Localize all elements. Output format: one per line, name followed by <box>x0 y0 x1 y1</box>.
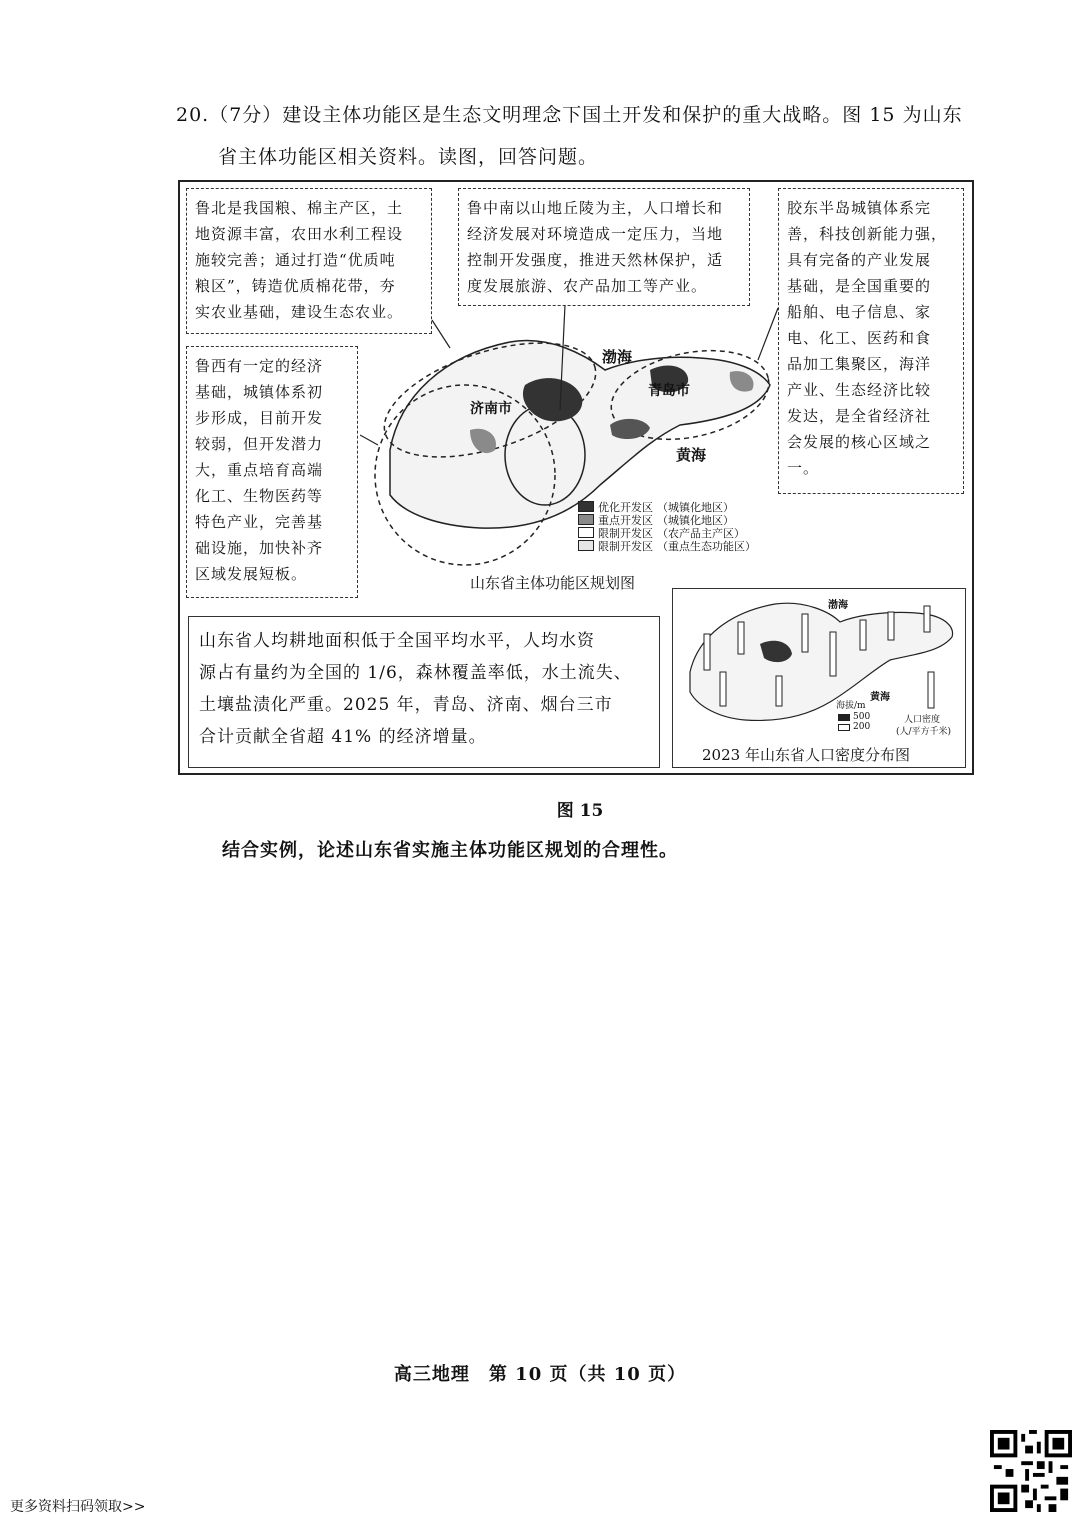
density-bar <box>738 622 744 654</box>
elevation-legend-200 <box>838 722 870 732</box>
shandong-info-box <box>188 616 660 768</box>
elevation-swatch-200 <box>838 724 850 731</box>
population-density-map <box>680 592 960 732</box>
luxi-line: 步形成，目前开发 <box>195 409 324 427</box>
elevation-200-label: 200 <box>853 722 871 732</box>
lubei-line: 地资源丰富，农田水利工程设 <box>195 225 404 243</box>
info-line: 土壤盐渍化严重。2025 年，青岛、济南、烟台三市 <box>199 695 613 715</box>
luzhongnan-line: 经济发展对环境造成一定压力，当地 <box>467 225 724 243</box>
density-bar <box>888 612 894 640</box>
density-bar <box>860 620 866 650</box>
connector-jiaodong <box>758 308 778 360</box>
luzhongnan-line: 度发展旅游、农产品加工等产业。 <box>467 277 708 295</box>
elevation-swatch-500 <box>838 714 850 721</box>
jiaodong-line: 发达，是全省经济社 <box>787 407 932 425</box>
more-resources-link[interactable]: 更多资料扫码领取>> <box>10 1499 146 1515</box>
legend-item <box>578 539 756 552</box>
legend-swatch <box>578 527 594 538</box>
luxi-line: 化工、生物医药等 <box>195 487 324 505</box>
jiaodong-line: 胶东半岛城镇体系完 <box>787 199 932 217</box>
legend-name: 限制开发区 <box>598 526 653 540</box>
density-bar <box>924 606 930 632</box>
density-bar <box>720 672 726 706</box>
density-bar <box>704 634 710 670</box>
density-bar <box>776 676 782 706</box>
info-line: 山东省人均耕地面积低于全国平均水平，人均水资 <box>199 631 595 651</box>
legend-swatch <box>578 501 594 512</box>
legend-note: （城镇化地区） <box>657 513 734 527</box>
legend-name: 优化开发区 <box>598 500 653 514</box>
legend-note: （农产品主产区） <box>657 526 745 540</box>
jiaodong-text-box <box>778 188 964 494</box>
legend-swatch <box>578 514 594 525</box>
luzhongnan-text-box <box>458 188 750 306</box>
label-qingdao: 青岛市 <box>648 383 690 399</box>
density-bar <box>830 632 836 676</box>
qr-code-icon <box>990 1430 1072 1512</box>
label-huanghai: 黄海 <box>676 446 707 464</box>
elevation-legend <box>838 712 870 722</box>
jiaodong-line: 品加工集聚区，海洋 <box>787 355 932 373</box>
jiaodong-line: 善，科技创新能力强， <box>787 225 948 243</box>
jiaodong-line: 电、化工、医药和食 <box>787 329 932 347</box>
lubei-line: 实农业基础，建设生态农业。 <box>195 303 404 321</box>
luzhongnan-line: 控制开发强度，推进天然林保护，适 <box>467 251 724 269</box>
density-map-caption: 2023 年山东省人口密度分布图 <box>702 746 910 764</box>
density-province-outline <box>690 603 953 720</box>
map-legend <box>578 500 756 552</box>
density-legend-bar <box>928 672 934 708</box>
legend-name: 重点开发区 <box>598 513 653 527</box>
jiaodong-line: 会发展的核心区域之 <box>787 433 932 451</box>
density-label-bohai: 渤海 <box>828 600 848 611</box>
main-map-caption: 山东省主体功能区规划图 <box>470 574 636 592</box>
connector-lubei <box>432 320 450 348</box>
legend-note: （城镇化地区） <box>657 500 734 514</box>
jiaodong-line: 具有完备的产业发展 <box>787 251 932 269</box>
label-jinan: 济南市 <box>470 401 512 417</box>
lubei-line: 鲁北是我国粮、棉主产区，土 <box>195 199 404 217</box>
answer-prompt: 结合实例，论述山东省实施主体功能区规划的合理性。 <box>222 840 678 861</box>
luxi-line: 础设施，加快补齐 <box>195 539 324 557</box>
density-label-unit: (人/平方千米) <box>896 727 952 737</box>
lubei-line: 粮区”，铸造优质棉花带，夯 <box>195 277 396 295</box>
luxi-line: 基础，城镇体系初 <box>195 383 324 401</box>
jiaodong-line: 一。 <box>787 459 820 477</box>
page-footer: 高三地理 第 10 页（共 10 页） <box>393 1364 687 1385</box>
luxi-line: 特色产业，完善基 <box>195 513 324 531</box>
legend-name: 限制开发区 <box>598 539 653 553</box>
info-line: 源占有量约为全国的 1/6，森林覆盖率低，水土流失、 <box>199 663 632 683</box>
jiaodong-line: 船舶、电子信息、家 <box>787 303 932 321</box>
jiaodong-line: 产业、生态经济比较 <box>787 381 932 399</box>
jiaodong-line: 基础，是全国重要的 <box>787 277 932 295</box>
legend-swatch <box>578 540 594 551</box>
question-line-2: 省主体功能区相关资料。读图，回答问题。 <box>218 146 599 168</box>
question-line-1: 20.（7分）建设主体功能区是生态文明理念下国土开发和保护的重大战略。图 15 为山东 <box>176 104 963 126</box>
figure-label: 图 15 <box>556 801 604 821</box>
luxi-line: 区域发展短板。 <box>195 565 308 583</box>
connector-luxi <box>360 435 378 445</box>
density-label-title: 人口密度 <box>904 715 941 725</box>
info-line: 合计贡献全省超 41% 的经济增量。 <box>199 727 487 747</box>
legend-note: （重点生态功能区） <box>657 539 756 553</box>
density-label-huanghai: 黄海 <box>870 692 890 703</box>
luzhongnan-line: 鲁中南以山地丘陵为主，人口增长和 <box>467 199 724 217</box>
lubei-line: 施较完善；通过打造“优质吨 <box>195 251 396 269</box>
luxi-line: 大，重点培育高端 <box>195 461 324 479</box>
label-bohai: 渤海 <box>602 348 633 366</box>
density-bar <box>802 614 808 652</box>
density-label-elevation: 海拔/m <box>836 701 866 711</box>
luxi-text-box <box>186 346 358 598</box>
luxi-line: 鲁西有一定的经济 <box>195 357 324 375</box>
elevation-500-label: 500 <box>853 712 871 722</box>
luxi-line: 较弱，但开发潜力 <box>195 435 324 453</box>
